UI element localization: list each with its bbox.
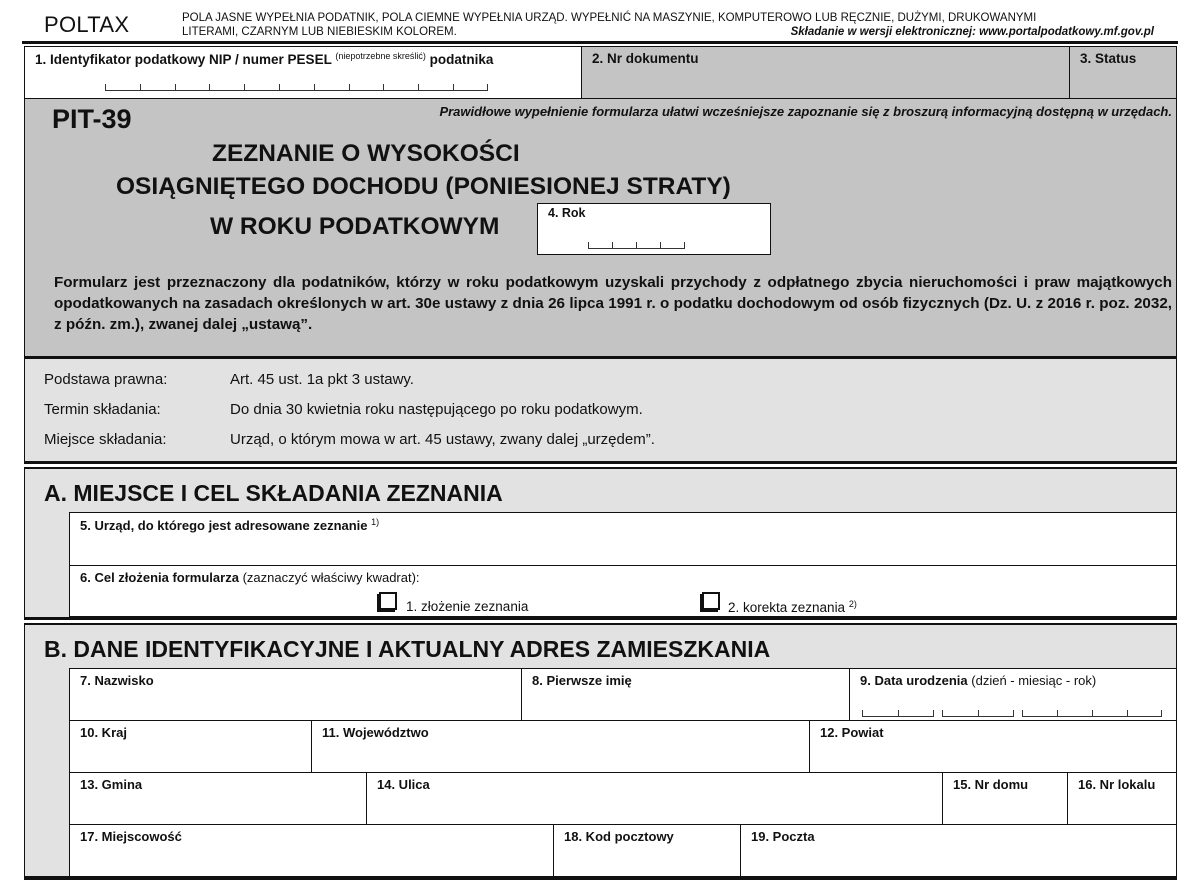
field-1-suffix: podatnika <box>429 52 494 67</box>
info-value: Urząd, o którym mowa w art. 45 ustawy, zwany dalej „urzędem”. <box>230 431 655 448</box>
field-4-label: 4. Rok <box>548 206 586 220</box>
field-11-label: 11. Województwo <box>322 725 429 740</box>
field-7-label: 7. Nazwisko <box>80 673 154 688</box>
birth-month-comb <box>942 709 1014 717</box>
electronic-filing-link[interactable]: Składanie w wersji elektronicznej: www.portalpodatkowy.mf.gov.pl <box>790 26 1154 38</box>
info-key: Podstawa prawna: <box>44 371 168 388</box>
field-8-first-name[interactable] <box>521 668 850 721</box>
field-7-surname[interactable] <box>69 668 522 721</box>
field-10-label: 10. Kraj <box>80 725 127 740</box>
brand-title: POLTAX <box>44 12 130 37</box>
field-16-label: 16. Nr lokalu <box>1078 777 1156 792</box>
field-8-label: 8. Pierwsze imię <box>532 673 632 688</box>
field-4-year[interactable] <box>537 203 771 255</box>
instructions-line-1: POLA JASNE WYPEŁNIA PODATNIK, POLA CIEMNE WYPEŁNIA URZĄD. WYPEŁNIĆ NA MASZYNIE, KOMPUTEROWO LUB RĘCZNIE, DUŻYMI, DRUKOWANYMI <box>182 12 1037 24</box>
field-5-label: 5. Urząd, do którego jest adresowane zeznanie <box>80 518 368 533</box>
field-12-label: 12. Powiat <box>820 725 884 740</box>
field-10-country[interactable] <box>69 720 312 773</box>
field-6-label: 6. Cel złożenia formularza <box>80 570 239 585</box>
field-1-note: (niepotrzebne skreślić) <box>335 51 426 61</box>
field-18-postal-code[interactable] <box>553 824 741 877</box>
filling-instructions <box>182 11 1172 39</box>
field-9-birth-date[interactable] <box>849 668 1177 721</box>
nip-comb <box>105 83 488 91</box>
option-correction-footnote: 2) <box>848 599 857 609</box>
field-12-county[interactable] <box>809 720 1177 773</box>
brochure-note: Prawidłowe wypełnienie formularza ułatwi wcześniejsze zapoznanie się z broszurą informacyjną dostępną w urzędach. <box>439 104 1172 119</box>
form-description: Formularz jest przeznaczony dla podatników, którzy w roku podatkowym uzyskali przychody z odpłatnego zbycia nieruchomości i praw majątkowych opodatkowanych na zasadach określonych w art. 30e ustawy z dnia 26 lipca 1991 r. o podatku dochodowym od osób fizycznych (Dz. U. z 2016 r. poz. 2032, z późn. zm.), zwanej dalej „ustawą”. <box>54 274 1172 333</box>
field-6-purpose <box>69 565 1177 617</box>
title-line-2: OSIĄGNIĘTEGO DOCHODU (PONIESIONEJ STRATY) <box>116 173 731 200</box>
birth-year-comb <box>1022 709 1162 717</box>
field-13-municipality[interactable] <box>69 772 367 825</box>
info-key: Termin składania: <box>44 401 161 418</box>
section-b-title: B. DANE IDENTYFIKACYJNE I AKTUALNY ADRES ZAMIESZKANIA <box>44 636 771 662</box>
field-2-document-number <box>581 46 1070 99</box>
year-comb <box>588 241 685 249</box>
field-5-footnote: 1) <box>371 517 380 527</box>
field-16-apartment-number[interactable] <box>1067 772 1177 825</box>
info-value: Do dnia 30 kwietnia roku następującego po roku podatkowym. <box>230 401 643 418</box>
option-correction-text: 2. korekta zeznania <box>728 600 846 615</box>
checkbox-correction[interactable] <box>702 592 720 610</box>
option-submission-label: 1. złożenie zeznania <box>406 599 529 614</box>
info-key: Miejsce składania: <box>44 431 167 448</box>
field-19-post-office[interactable] <box>740 824 1177 877</box>
field-9-label: 9. Data urodzenia <box>860 673 968 688</box>
field-1-nip-pesel[interactable] <box>24 46 582 99</box>
field-19-label: 19. Poczta <box>751 829 815 844</box>
field-15-house-number[interactable] <box>942 772 1068 825</box>
section-divider <box>24 461 1177 464</box>
field-3-status <box>1069 46 1177 99</box>
title-line-3: W ROKU PODATKOWYM <box>210 213 500 240</box>
section-divider <box>24 617 1177 620</box>
field-3-label: 3. Status <box>1080 51 1137 66</box>
field-9-hint: (dzień - miesiąc - rok) <box>971 673 1097 688</box>
field-5-tax-office[interactable] <box>69 512 1177 566</box>
field-2-label: 2. Nr dokumentu <box>592 51 699 66</box>
header-divider <box>22 41 1178 44</box>
field-17-label: 17. Miejscowość <box>80 829 182 844</box>
field-6-hint: (zaznaczyć właściwy kwadrat): <box>242 570 420 585</box>
field-11-voivodeship[interactable] <box>311 720 810 773</box>
field-1-label: 1. Identyfikator podatkowy NIP / numer PESEL <box>35 52 332 67</box>
checkbox-submission[interactable] <box>379 592 397 610</box>
field-18-label: 18. Kod pocztowy <box>564 829 674 844</box>
field-13-label: 13. Gmina <box>80 777 143 792</box>
birth-day-comb <box>862 709 934 717</box>
field-14-street[interactable] <box>366 772 943 825</box>
section-divider <box>24 876 1177 880</box>
field-17-city[interactable] <box>69 824 554 877</box>
field-15-label: 15. Nr domu <box>953 777 1029 792</box>
title-line-1: ZEZNANIE O WYSOKOŚCI <box>212 140 520 167</box>
field-14-label: 14. Ulica <box>377 777 430 792</box>
info-value: Art. 45 ust. 1a pkt 3 ustawy. <box>230 371 414 388</box>
form-code: PIT-39 <box>52 104 132 134</box>
instructions-line-2: LITERAMI, CZARNYM LUB NIEBIESKIM KOLOREM. <box>182 26 457 38</box>
section-a-title: A. MIEJSCE I CEL SKŁADANIA ZEZNANIA <box>44 480 503 506</box>
option-correction-label <box>728 599 857 615</box>
